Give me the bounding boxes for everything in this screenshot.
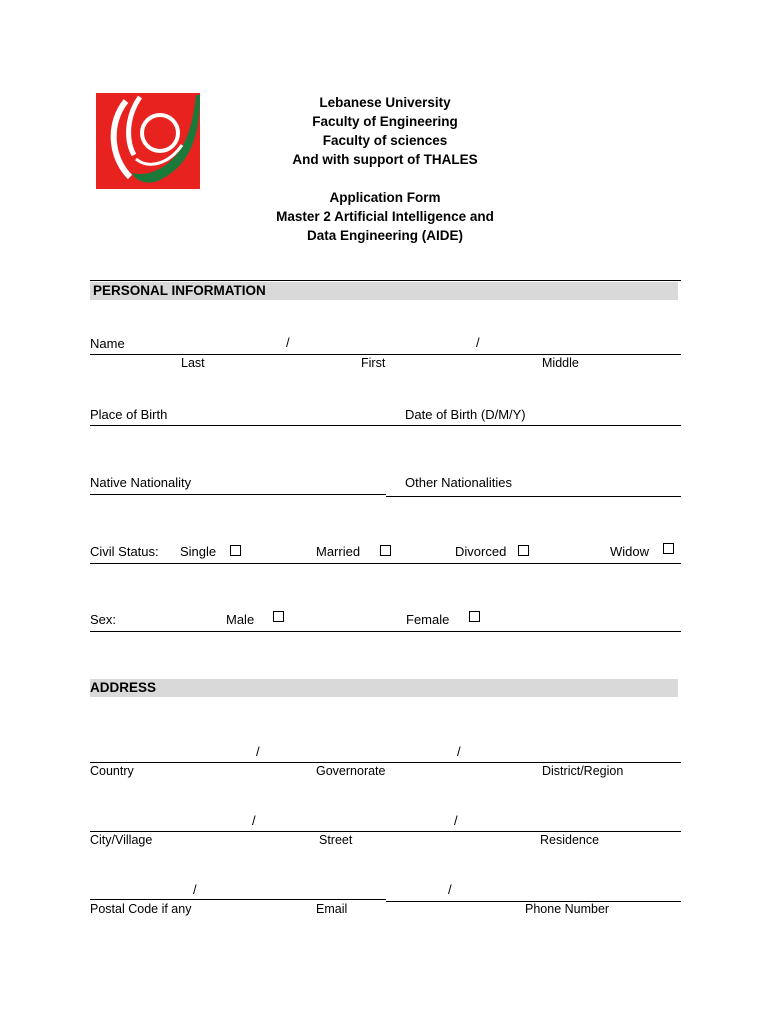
address-separator-3: / xyxy=(252,813,256,828)
name-separator-2: / xyxy=(476,335,480,350)
postal-field-line[interactable] xyxy=(90,899,386,900)
country-caption: Country xyxy=(90,764,134,778)
middle-name-caption: Middle xyxy=(542,356,579,370)
address-separator-4: / xyxy=(454,813,458,828)
birth-field-line[interactable] xyxy=(90,425,681,426)
date-of-birth-label: Date of Birth (D/M/Y) xyxy=(405,407,526,422)
name-label: Name xyxy=(90,336,125,351)
widow-label: Widow xyxy=(610,544,650,559)
header-faculty-sciences: Faculty of sciences xyxy=(322,133,448,148)
address-separator-2: / xyxy=(457,744,461,759)
address-separator-6: / xyxy=(448,882,452,897)
civil-status-label: Civil Status: xyxy=(90,544,159,559)
place-of-birth-label: Place of Birth xyxy=(90,407,168,422)
female-label: Female xyxy=(406,612,450,627)
address-separator-1: / xyxy=(256,744,260,759)
other-nationalities-label: Other Nationalities xyxy=(405,475,512,490)
civil-status-line xyxy=(90,563,681,564)
email-caption: Email xyxy=(316,902,348,916)
header-form-title: Application Form xyxy=(329,190,441,205)
married-checkbox[interactable] xyxy=(380,545,391,556)
residence-caption: Residence xyxy=(540,833,600,847)
divorced-label: Divorced xyxy=(455,544,507,559)
last-name-caption: Last xyxy=(181,356,205,370)
district-caption: District/Region xyxy=(542,764,624,778)
address-section-title: ADDRESS xyxy=(90,680,157,695)
male-label: Male xyxy=(226,612,255,627)
address-separator-5: / xyxy=(193,882,197,897)
other-nationalities-line[interactable] xyxy=(386,496,681,497)
street-caption: Street xyxy=(319,833,353,847)
sex-line xyxy=(90,631,681,632)
native-nationality-label: Native Nationality xyxy=(90,475,192,490)
sex-label: Sex: xyxy=(90,612,117,627)
divorced-checkbox[interactable] xyxy=(518,545,529,556)
address-section-bar xyxy=(90,679,678,697)
lebanese-university-logo xyxy=(96,93,200,189)
widow-checkbox[interactable] xyxy=(663,543,674,554)
governorate-caption: Governorate xyxy=(316,764,386,778)
single-label: Single xyxy=(180,544,217,559)
male-checkbox[interactable] xyxy=(273,611,284,622)
form-header xyxy=(200,93,570,245)
personal-section-title: PERSONAL INFORMATION xyxy=(93,283,266,298)
native-nationality-line[interactable] xyxy=(90,494,386,495)
single-checkbox[interactable] xyxy=(230,545,241,556)
name-field-line[interactable] xyxy=(90,354,681,355)
header-support: And with support of THALES xyxy=(292,152,478,167)
name-separator-1: / xyxy=(286,335,290,350)
first-name-caption: First xyxy=(361,356,386,370)
female-checkbox[interactable] xyxy=(469,611,480,622)
header-program-line1: Master 2 Artificial Intelligence and xyxy=(276,209,494,224)
phone-caption: Phone Number xyxy=(525,902,610,916)
city-caption: City/Village xyxy=(90,833,153,847)
header-university: Lebanese University xyxy=(319,95,451,110)
header-faculty-engineering: Faculty of Engineering xyxy=(312,114,458,129)
postal-caption: Postal Code if any xyxy=(90,902,192,916)
header-program-line2: Data Engineering (AIDE) xyxy=(306,228,463,243)
section-top-rule xyxy=(90,280,681,281)
married-label: Married xyxy=(316,544,361,559)
